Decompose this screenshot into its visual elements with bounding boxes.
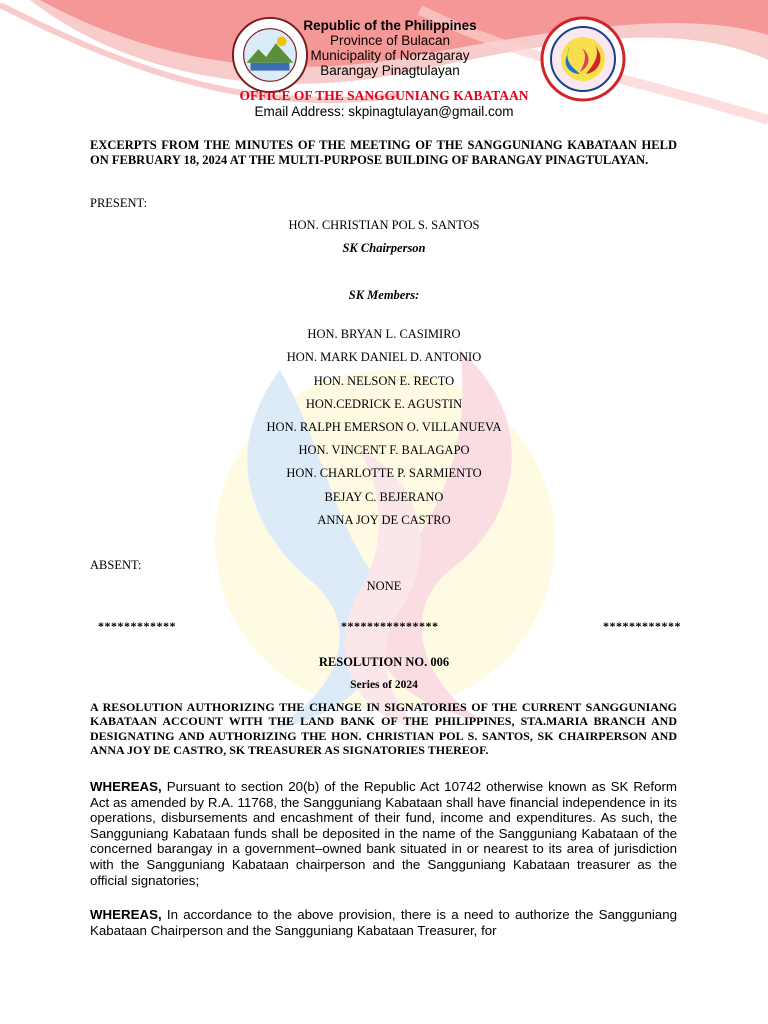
- republic-line: Republic of the Philippines: [303, 18, 477, 33]
- chairperson-name: HON. CHRISTIAN POL S. SANTOS: [288, 218, 480, 232]
- whereas-lead: WHEREAS,: [90, 779, 162, 794]
- member-name: HON. MARK DANIEL D. ANTONIO: [286, 350, 482, 364]
- excerpt-heading: EXCERPTS FROM THE MINUTES OF THE MEETING OF THE SANGGUNIANG KABATAAN HELD ON FEBRUARY 18, 2024 AT THE MULTI-PURPOSE BUILDING OF BARANGAY PINAGTULAYAN.: [90, 138, 677, 167]
- member-name: HON. NELSON E. RECTO: [313, 374, 455, 388]
- whereas-text: Pursuant to section 20(b) of the Republic Act 10742 otherwise known as SK Reform Act as amended by R.A. 11768, the Sangguniang Kabataan shall have financial independence in its operations, disbursements and encashment of their fund, income and expenditures. As such, the Sangguniang Kabataan funds shall be deposited in the name of the Sangguniang Kabataan of the concerned barangay in a government–owned bank situated in or nearest to its area of jurisdiction with the Sangguniang Kabataan chairperson and the Sangguniang Kabataan treasurer as the official signatories;: [90, 779, 677, 888]
- whereas-text: In accordance to the above provision, there is a need to authorize the Sangguniang Kabataan Chairperson and the Sangguniang Kabataan Treasurer, for: [90, 907, 677, 938]
- resolution-series: Series of 2024: [350, 679, 418, 691]
- member-name: HON. BRYAN L. CASIMIRO: [307, 327, 461, 341]
- office-title: OFFICE OF THE SANGGUNIANG KABATAAN: [239, 88, 529, 103]
- letterhead: [270, 18, 510, 78]
- present-label: PRESENT:: [90, 196, 148, 210]
- member-name: HON. RALPH EMERSON O. VILLANUEVA: [266, 420, 502, 434]
- municipality-line: Municipality of Norzagaray: [310, 48, 470, 63]
- absent-value: NONE: [366, 579, 402, 593]
- whereas-paragraph: [90, 907, 677, 938]
- member-name: ANNA JOY DE CASTRO: [317, 513, 451, 527]
- province-line: Province of Bulacan: [329, 33, 451, 48]
- email-address: Email Address: skpinagtulayan@gmail.com: [254, 104, 514, 119]
- member-name: HON. VINCENT F. BALAGAPO: [298, 443, 470, 457]
- chairperson-title: SK Chairperson: [342, 241, 426, 255]
- separator-center: ***************: [341, 619, 439, 633]
- member-name: HON.CEDRICK E. AGUSTIN: [305, 397, 463, 411]
- members-label: SK Members:: [348, 288, 420, 302]
- barangay-line: Barangay Pinagtulayan: [320, 63, 460, 78]
- member-name: BEJAY C. BEJERANO: [324, 490, 444, 504]
- whereas-lead: WHEREAS,: [90, 907, 162, 922]
- whereas-paragraph: [90, 779, 677, 888]
- separator-left: ************: [98, 619, 176, 633]
- absent-label: ABSENT:: [90, 558, 142, 572]
- resolution-title: A RESOLUTION AUTHORIZING THE CHANGE IN SIGNATORIES OF THE CURRENT SANGGUNIANG KABATAAN ACCOUNT WITH THE LAND BANK OF THE PHILIPPINES, STA.MARIA BRANCH AND DESIGNATING AND AUTHORIZING THE HON. CHRISTIAN POL S. SANTOS, SK CHAIRPERSON AND ANNA JOY DE CASTRO, SK TREASURER AS SIGNATORIES THEREOF.: [90, 700, 677, 757]
- resolution-number: RESOLUTION NO. 006: [318, 655, 450, 669]
- separator-right: ************: [603, 619, 681, 633]
- member-name: HON. CHARLOTTE P. SARMIENTO: [286, 466, 482, 480]
